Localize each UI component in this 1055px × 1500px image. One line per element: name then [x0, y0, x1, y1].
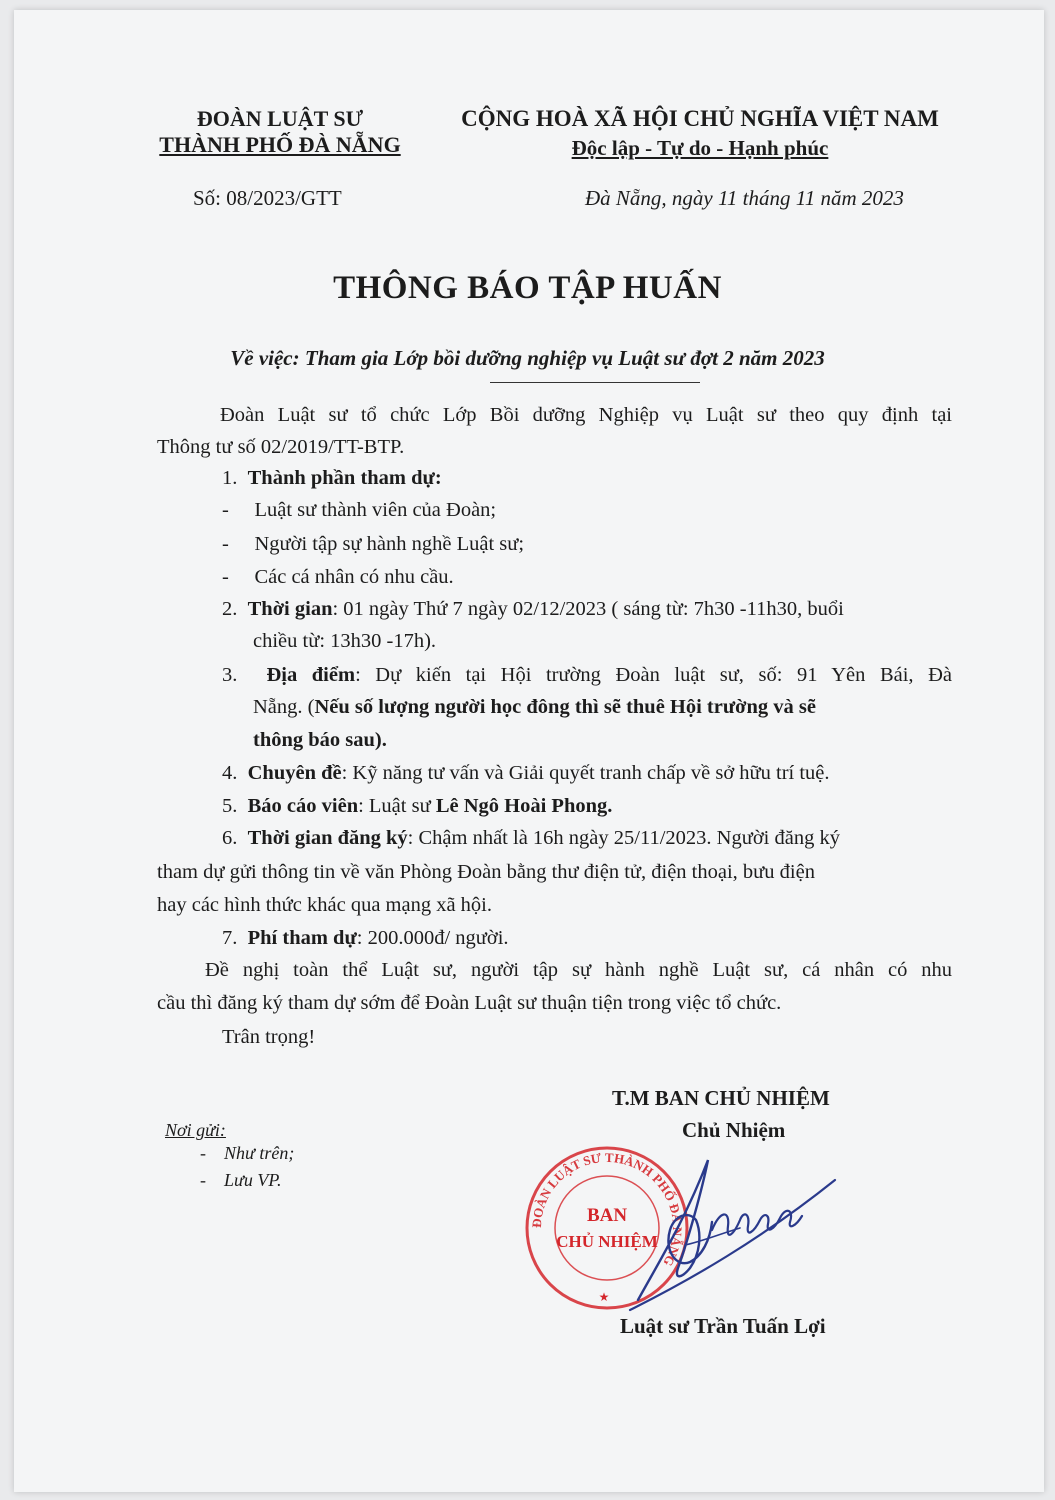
item-2-line1: [222, 598, 952, 621]
item-6-text: : Chậm nhất là 16h ngày 25/11/2023. Người đăng ký: [407, 827, 840, 849]
intro-line1: Đoàn Luật sư tổ chức Lớp Bồi dưỡng Nghiệp vụ Luật sư theo quy định tại: [220, 404, 952, 426]
item-3-text2: Nẵng. (: [253, 696, 315, 718]
item-5-number: 5.: [222, 795, 238, 817]
item-7-number: 7.: [222, 927, 238, 949]
document-title: THÔNG BÁO TẬP HUẤN: [333, 270, 722, 306]
document-subject: Về việc: Tham gia Lớp bồi dưỡng nghiệp vụ Luật sư đợt 2 năm 2023: [230, 346, 825, 370]
item-1: [222, 467, 442, 490]
bullet-text: Luật sư thành viên của Đoàn;: [254, 499, 497, 521]
item-3-note: Nếu số lượng người học đông thì sẽ thuê Hội trường và sẽ: [314, 696, 816, 718]
org-name-line1: ĐOÀN LUẬT SƯ: [196, 106, 364, 131]
nation-motto: Độc lập - Tự do - Hạnh phúc: [571, 136, 829, 160]
bullet-item: - Người tập sự hành nghề Luật sư;: [222, 533, 525, 555]
item-4-text: : Kỹ năng tư vấn và Giải quyết tranh chấp về sở hữu trí tuệ.: [341, 762, 830, 784]
signature-on-behalf: T.M BAN CHỦ NHIỆM: [612, 1086, 830, 1110]
recipient-item: - Như trên;: [200, 1143, 295, 1163]
item-6-line3: hay các hình thức khác qua mạng xã hội.: [157, 894, 493, 916]
recipients-heading: Nơi gửi:: [165, 1120, 226, 1140]
bullet-text: Các cá nhân có nhu cầu.: [254, 566, 454, 588]
item-3-label: Địa điểm: [266, 664, 356, 686]
stamp-center-line1: BAN: [586, 1205, 628, 1226]
signer-name: Luật sư Trần Tuấn Lợi: [620, 1314, 826, 1338]
item-6-line2: tham dự gửi thông tin về văn Phòng Đoàn bằng thư điện tử, điện thoại, bưu điện: [157, 861, 815, 883]
item-1-number: 1.: [222, 467, 238, 489]
item-7-text: : 200.000đ/ người.: [356, 927, 509, 949]
item-3-text: : Dự kiến tại Hội trường Đoàn luật sư, số: 91 Yên Bái, Đà: [355, 664, 952, 686]
recipient-text: Như trên;: [224, 1143, 295, 1163]
item-1-label: Thành phần tham dự:: [247, 467, 442, 489]
item-2-line2: chiều từ: 13h30 -17h).: [253, 630, 437, 652]
closing-line2: cầu thì đăng ký tham dự sớm để Đoàn Luật sư thuận tiện trong việc tổ chức.: [157, 992, 782, 1014]
item-2-text: : 01 ngày Thứ 7 ngày 02/12/2023 ( sáng từ: 7h30 -11h30, buổi: [332, 598, 844, 620]
handwritten-signature-icon: [590, 1150, 850, 1320]
item-4-number: 4.: [222, 762, 238, 784]
recipient-text: Lưu VP.: [224, 1170, 282, 1190]
document-number: Số: 08/2023/GTT: [193, 186, 342, 210]
item-5-label: Báo cáo viên: [247, 795, 359, 817]
item-3-number: 3.: [222, 664, 238, 686]
signature-position: Chủ Nhiệm: [682, 1118, 786, 1142]
subject-divider: [490, 382, 700, 383]
item-4: [222, 762, 830, 785]
item-6-line1: [222, 827, 840, 850]
item-5-text: : Luật sư: [358, 795, 436, 817]
item-3-line2: [253, 696, 816, 719]
bullet-item: - Các cá nhân có nhu cầu.: [222, 566, 454, 588]
closing-line1: Đề nghị toàn thể Luật sư, người tập sự hành nghề Luật sư, cá nhân có nhu: [205, 959, 952, 981]
item-2-label: Thời gian: [247, 598, 333, 620]
bullet-item: - Luật sư thành viên của Đoàn;: [222, 499, 497, 521]
nation-title: CỘNG HOÀ XÃ HỘI CHỦ NGHĨA VIỆT NAM: [461, 106, 939, 131]
item-5: [222, 795, 612, 818]
item-3-line1: [222, 664, 952, 687]
place-date: Đà Nẵng, ngày 11 tháng 11 năm 2023: [585, 186, 904, 210]
item-2-number: 2.: [222, 598, 238, 620]
item-7-label: Phí tham dự: [247, 927, 357, 949]
stamp-star-icon: ★: [598, 1290, 610, 1304]
intro-line2: Thông tư số 02/2019/TT-BTP.: [157, 436, 405, 458]
item-5-speaker-name: Lê Ngô Hoài Phong.: [435, 795, 613, 817]
bullet-text: Người tập sự hành nghề Luật sư;: [254, 533, 525, 555]
stamp-center-line2: CHỦ NHIỆM: [556, 1232, 658, 1251]
stamp-ring-text: ĐOÀN LUẬT SƯ THÀNH PHỐ ĐÀ NẴNG: [528, 1149, 686, 1269]
item-7: [222, 927, 509, 950]
recipient-item: - Lưu VP.: [200, 1170, 282, 1190]
item-6-number: 6.: [222, 827, 238, 849]
item-6-label: Thời gian đăng ký: [247, 827, 408, 849]
item-3-line3: thông báo sau).: [253, 729, 387, 751]
item-4-label: Chuyên đề: [247, 762, 342, 784]
org-name-line2: THÀNH PHỐ ĐÀ NẴNG: [159, 132, 401, 157]
closing-regards: Trân trọng!: [222, 1026, 316, 1048]
